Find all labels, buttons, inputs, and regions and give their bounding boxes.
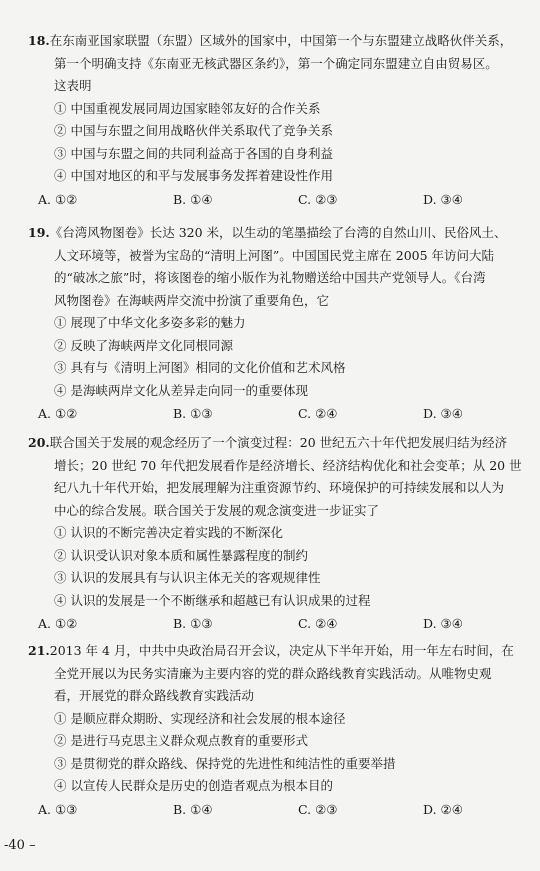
option-1: ① 是顺应群众期盼、实现经济和社会发展的根本途径: [54, 710, 346, 726]
page-number: -40 –: [4, 838, 36, 853]
question-stem-line: 的“破冰之旅”时，将该图卷的缩小版作为礼物赠送给中国共产党领导人。《台湾: [54, 270, 486, 285]
choice-b[interactable]: B. ①③: [173, 616, 213, 631]
option-4: ④ 中国对地区的和平与发展事务发挥着建设性作用: [54, 168, 333, 183]
question-stem-line: 第一个明确支持《东南亚无核武器区条约》，第一个确定同东盟建立自由贸易区。: [54, 55, 498, 71]
question-number: 18.: [28, 33, 50, 48]
question-stem-line: 18.在东南亚国家联盟（东盟）区域外的国家中，中国第一个与东盟建立战略伙伴关系，: [28, 33, 513, 48]
answer-choices: [28, 612, 528, 636]
option-4: ④ 是海峡两岸文化从差异走向同一的重要体现: [54, 382, 308, 398]
option-3: ③ 具有与《清明上河图》相同的文化价值和艺术风格: [54, 360, 346, 375]
question-number: 19.: [28, 225, 50, 240]
choice-c[interactable]: C. ②③: [298, 191, 338, 207]
option-1: ① 中国重视发展同周边国家睦邻友好的合作关系: [54, 100, 321, 116]
question-stem-line: 这表明: [54, 78, 92, 93]
option-1: ① 认识的不断完善决定着实践的不断深化: [54, 525, 283, 540]
question-21: [28, 640, 528, 822]
choice-c[interactable]: C. ②③: [298, 801, 338, 817]
answer-choices: [28, 188, 528, 212]
option-3: ③ 认识的发展具有与认识主体无关的客观规律性: [54, 570, 321, 585]
choice-b[interactable]: B. ①④: [173, 191, 213, 207]
choice-b[interactable]: B. ①③: [173, 406, 213, 421]
choice-c[interactable]: C. ②④: [298, 616, 338, 631]
answer-choices: [28, 798, 528, 822]
question-19: [28, 222, 528, 426]
choice-a[interactable]: A. ①③: [38, 801, 78, 817]
option-3: ③ 中国与东盟之间的共同利益高于各国的自身利益: [54, 145, 333, 161]
option-4: ④ 以宣传人民群众是历史的创造者观点为根本目的: [54, 778, 333, 793]
question-stem-line: 风物图卷》在海峡两岸交流中扮演了重要角色，它: [54, 292, 330, 308]
option-4: ④ 认识的发展是一个不断继承和超越已有认识成果的过程: [54, 592, 371, 608]
question-number: 21.: [28, 643, 50, 658]
question-20: [28, 432, 528, 636]
choice-a[interactable]: A. ①②: [38, 616, 78, 631]
choice-b[interactable]: B. ①④: [173, 801, 213, 817]
question-stem-line: 看，开展党的群众路线教育实践活动: [54, 688, 255, 703]
question-number: 20.: [28, 435, 50, 450]
answer-choices: [28, 402, 528, 426]
choice-a[interactable]: A. ①②: [38, 191, 78, 207]
question-stem-line: 21.2013 年 4 月，中共中央政治局召开会议，决定从下半年开始，用一年左右时间，在: [28, 643, 514, 658]
option-3: ③ 是贯彻党的群众路线、保持党的先进性和纯洁性的重要举措: [54, 755, 396, 771]
option-2: ② 认识受认识对象本质和属性暴露程度的制约: [54, 547, 308, 563]
option-2: ② 反映了海峡两岸文化同根同源: [54, 337, 233, 353]
choice-c[interactable]: C. ②④: [298, 406, 338, 421]
question-18: [28, 30, 528, 212]
choice-d[interactable]: D. ③④: [423, 191, 463, 207]
question-stem-line: 纪八九十年代开始，把发展理解为注重资源节约、环境保护的可持续发展和以人为: [54, 480, 505, 495]
question-stem-line: 19.《台湾风物图卷》长达 320 米，以生动的笔墨描绘了台湾的自然山川、民俗风土、: [28, 225, 507, 240]
question-stem-line: 人文环境等，被誉为宝岛的“清明上河图”。中国国民党主席在 2005 年访问大陆: [54, 247, 495, 263]
choice-d[interactable]: D. ③④: [423, 616, 463, 631]
question-stem-line: 中心的综合发展。联合国关于发展的观念演变进一步证实了: [54, 502, 380, 518]
question-stem-line: 20.联合国关于发展的观念经历了一个演变过程：20 世纪五六十年代把发展归结为经济: [28, 435, 508, 450]
question-stem-line: 全党开展以为民务实清廉为主要内容的党的群众路线教育实践活动。从唯物史观: [54, 665, 492, 681]
choice-d[interactable]: D. ③④: [423, 406, 463, 421]
option-2: ② 是进行马克思主义群众观点教育的重要形式: [54, 733, 308, 748]
question-stem-line: 增长；20 世纪 70 年代把发展看作是经济增长、经济结构优化和社会变革；从 20 世: [54, 457, 522, 473]
option-1: ① 展现了中华文化多姿多彩的魅力: [54, 315, 246, 330]
choice-a[interactable]: A. ①②: [38, 406, 78, 421]
choice-d[interactable]: D. ②④: [423, 801, 463, 817]
option-2: ② 中国与东盟之间用战略伙伴关系取代了竞争关系: [54, 123, 333, 138]
